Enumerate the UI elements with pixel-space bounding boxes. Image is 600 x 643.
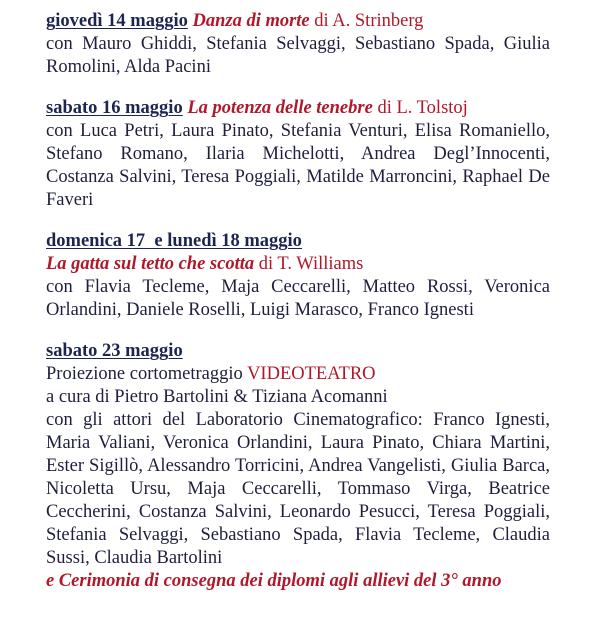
projection-prefix: Proiezione cortometraggio (46, 364, 243, 384)
event-title-line (46, 253, 550, 276)
event-23-may (46, 340, 550, 593)
event-date: sabato 23 maggio (46, 341, 183, 361)
event-author: di L. Tolstoj (377, 98, 468, 118)
projection-title: VIDEOTEATRO (247, 364, 376, 384)
event-date: giovedì 14 maggio (46, 11, 188, 31)
event-title: La potenza delle tenebre (187, 98, 373, 118)
curators-line: a cura di Pietro Bartolini & Tiziana Acomanni (46, 387, 388, 407)
event-date: sabato 16 maggio (46, 98, 183, 118)
event-cast: con Mauro Ghiddi, Stefania Selvaggi, Sebastiano Spada, Giulia Romolini, Alda Pacini (46, 34, 550, 77)
event-cast: con Flavia Tecleme, Maja Ceccarelli, Matteo Rossi, Veronica Orlandini, Daniele Roselli, Luigi Marasco, Franco Ignesti (46, 277, 550, 320)
event-17-18-may (46, 230, 550, 322)
event-cast: con gli attori del Laboratorio Cinematografico: Franco Ignesti, Maria Valiani, Veronica Orlandini, Laura Pinato, Chiara Martini, Ester Sigillò, Alessandro Torricini, Andrea Vangelisti, Giulia Barca, Nicoletta Ursu, Maja Ceccarelli, Tommaso Virga, Beatrice Ceccherini, Costanza Salvini, Leonardo Pesucci, Teresa Poggiali, Stefania Selvaggi, Sebastiano Spada, Flavia Tecleme, Claudia Sussi, Claudia Bartolini (46, 410, 550, 568)
event-14-may (46, 10, 550, 79)
event-heading (46, 10, 550, 33)
event-cast: con Luca Petri, Laura Pinato, Stefania Venturi, Elisa Romaniello, Stefano Romano, Ilaria Michelotti, Andrea Degl’Innocenti, Costanza Salvini, Teresa Poggiali, Matilde Marroncini, Raphael De Faveri (46, 121, 550, 210)
event-title: La gatta sul tetto che scotta (46, 254, 255, 274)
event-16-may (46, 97, 550, 212)
event-heading (46, 230, 550, 253)
event-heading (46, 340, 550, 363)
event-title: Danza di morte (192, 11, 310, 31)
event-heading (46, 97, 550, 120)
event-author: di T. Williams (258, 254, 364, 274)
event-author: di A. Strinberg (314, 11, 424, 31)
program-page (46, 10, 550, 611)
ceremony-note: e Cerimonia di consegna dei diplomi agli allievi del 3° anno (46, 571, 502, 591)
projection-line (46, 363, 550, 386)
event-date: domenica 17 e lunedì 18 maggio (46, 231, 302, 251)
